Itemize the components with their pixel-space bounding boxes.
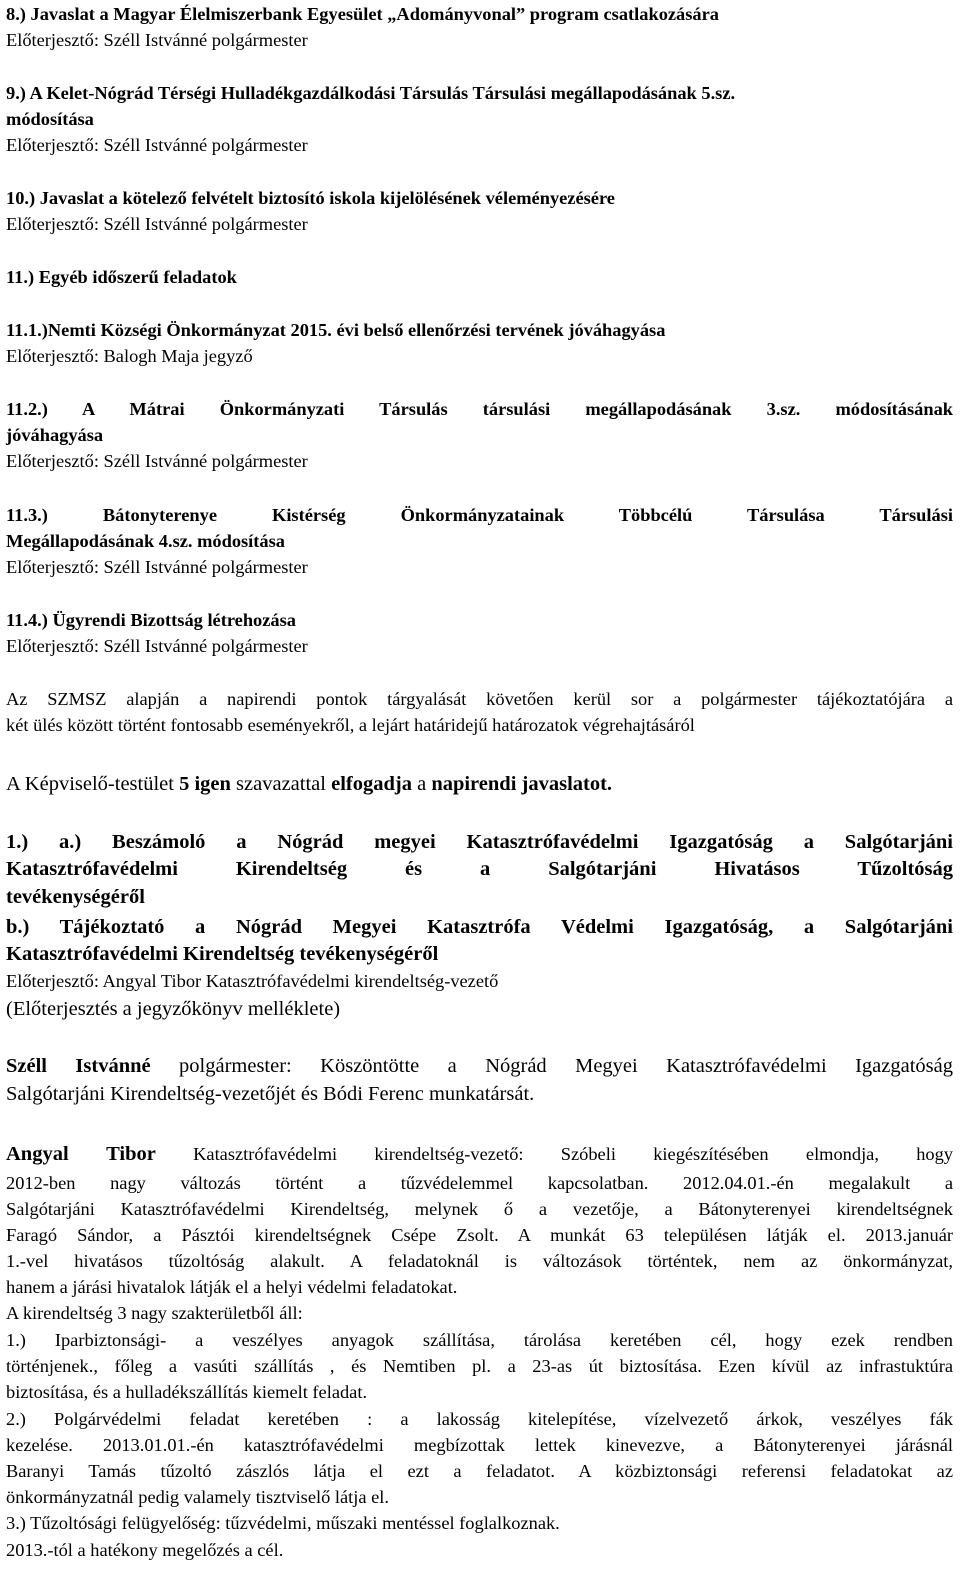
angyal-line: 2.) Polgárvédelmi feladat keretében : a lakosság kitelepítése, vízelvezető árkok, veszélyes fák bbox=[6, 1409, 953, 1429]
angyal-line: A kirendeltség 3 nagy szakterületből áll: bbox=[6, 1303, 303, 1323]
item-10-title: 10.) Javaslat a kötelező felvételt biztosító iskola kijelölésének véleményezésére bbox=[6, 188, 615, 208]
item-8-presenter: Előterjesztő: Széll Istvánné polgármester bbox=[6, 30, 308, 50]
angyal-line: 2013.-tól a hatékony megelőzés a cél. bbox=[6, 1540, 284, 1560]
angyal-line: biztosítása, és a hulladékszállítás kiemelt feladat. bbox=[6, 1382, 368, 1402]
item-11-3-presenter: Előterjesztő: Széll Istvánné polgármester bbox=[6, 557, 308, 577]
mayor-paragraph-line2: Salgótarjáni Kirendeltség-vezetőjét és Bódi Ferenc munkatársát. bbox=[6, 1083, 535, 1105]
angyal-line1-text: Katasztrófavédelmi kirendeltség-vezető: Szóbeli kiegészítésében elmondja, hogy bbox=[155, 1144, 953, 1164]
item-11-2-title-line1: 11.2.) A Mátrai Önkormányzati Társulás társulási megállapodásának 3.sz. módosításának bbox=[6, 399, 953, 419]
vote-text-1: A Képviselő-testület bbox=[6, 773, 180, 795]
angyal-line: 3.) Tűzoltósági felügyelőség: tűzvédelmi, műszaki mentéssel foglalkoznak. bbox=[6, 1513, 560, 1533]
item-11-2-title-line2: jóváhagyása bbox=[6, 425, 104, 445]
item-8-title: 8.) Javaslat a Magyar Élelmiszerbank Egyesület „Adományvonal” program csatlakozására bbox=[6, 4, 719, 24]
angyal-line: 2012-ben nagy változás történt a tűzvédelemmel kapcsolatban. 2012.04.01.-én megalakult a bbox=[6, 1173, 953, 1193]
angyal-line: Faragó Sándor, a Pásztói kirendeltségnek Csépe Zsolt. A munkát 63 településen látják el. 2013.január bbox=[6, 1225, 953, 1245]
angyal-line: Baranyi Tamás tűzoltó zászlós látja el ezt a feladatot. A közbiztonsági referensi feladatokat az bbox=[6, 1461, 953, 1481]
angyal-paragraph-line1 bbox=[6, 1143, 953, 1165]
angyal-line: kezelése. 2013.01.01.-én katasztrófavédelmi megbízottak lettek kinevezve, a Bátonyterenyei járásnál bbox=[6, 1435, 953, 1455]
agenda-1a-line1: 1.) a.) Beszámoló a Nógrád megyei Katasztrófavédelmi Igazgatóság a Salgótarjáni bbox=[6, 831, 953, 853]
vote-count: 5 igen bbox=[179, 773, 231, 795]
agenda-1a-line3: tevékenységéről bbox=[6, 886, 145, 908]
item-9-presenter: Előterjesztő: Széll Istvánné polgármester bbox=[6, 135, 308, 155]
szmsz-paragraph-line2: két ülés között történt fontosabb eseményekről, a lejárt határidejű határozatok végrehajtásáról bbox=[6, 715, 695, 735]
mayor-paragraph-line1 bbox=[6, 1053, 953, 1079]
item-9-title-line1: 9.) A Kelet-Nógrád Térségi Hulladékgazdálkodási Társulás Társulási megállapodásának 5.sz. bbox=[6, 83, 736, 103]
item-11-4-presenter: Előterjesztő: Széll Istvánné polgármester bbox=[6, 636, 308, 656]
item-11-3-title-line1: 11.3.) Bátonyterenye Kistérség Önkormányzatainak Többcélú Társulása Társulási bbox=[6, 505, 953, 525]
item-11-3-title-line2: Megállapodásának 4.sz. módosítása bbox=[6, 531, 285, 551]
item-11-1-presenter: Előterjesztő: Balogh Maja jegyző bbox=[6, 346, 253, 366]
item-10-presenter: Előterjesztő: Széll Istvánné polgármester bbox=[6, 214, 308, 234]
vote-statement bbox=[6, 771, 612, 797]
agenda-1a-line2: Katasztrófavédelmi Kirendeltség és a Salgótarjáni Hivatásos Tűzoltóság bbox=[6, 858, 953, 880]
angyal-line: hanem a járási hivatalok látják el a helyi védelmi feladatokat. bbox=[6, 1277, 458, 1297]
mayor-name: Széll Istvánné bbox=[6, 1055, 151, 1077]
vote-subject: napirendi javaslatot. bbox=[431, 773, 613, 795]
angyal-line: történjenek., főleg a vasúti szállítás , és Nemtiben pl. a 23-as út biztosítása. Ezen kívül az infrastuktúra bbox=[6, 1356, 953, 1376]
agenda-1-presenter: Előterjesztő: Angyal Tibor Katasztrófavédelmi kirendeltség-vezető bbox=[6, 971, 499, 991]
agenda-1b-line1: b.) Tájékoztató a Nógrád Megyei Katasztrófa Védelmi Igazgatóság, a Salgótarjáni bbox=[6, 916, 953, 938]
angyal-line: önkormányzatnál pedig valamely tisztviselő látja el. bbox=[6, 1487, 390, 1507]
angyal-line: 1.) Iparbiztonsági- a veszélyes anyagok szállítása, tárolása keretében cél, hogy ezek rendben bbox=[6, 1330, 953, 1350]
szmsz-paragraph-line1: Az SZMSZ alapján a napirendi pontok tárgyalását követően kerül sor a polgármester tájékoztatójára a bbox=[6, 689, 953, 709]
vote-text-3: a bbox=[411, 773, 432, 795]
vote-result: elfogadja bbox=[331, 773, 412, 795]
item-11-title: 11.) Egyéb időszerű feladatok bbox=[6, 267, 237, 287]
item-11-1-title: 11.1.)Nemti Községi Önkormányzat 2015. évi belső ellenőrzési tervének jóváhagyása bbox=[6, 320, 666, 340]
angyal-line: 1.-vel hivatásos tűzoltóság alakult. A feladatoknál is változások történtek, nem az önkormányzat, bbox=[6, 1251, 953, 1271]
angyal-line: Salgótarjáni Katasztrófavédelmi Kirendeltség, melynek ő a vezetője, a Bátonyterenyei kirendeltségnek bbox=[6, 1199, 953, 1219]
agenda-1b-line2: Katasztrófavédelmi Kirendeltség tevékenységéről bbox=[6, 943, 439, 965]
agenda-1-annex-note: (Előterjesztés a jegyzőkönyv melléklete) bbox=[6, 998, 341, 1020]
item-9-title-line2: módosítása bbox=[6, 109, 94, 129]
mayor-line1-text: polgármester: Köszöntötte a Nógrád Megyei Katasztrófavédelmi Igazgatóság bbox=[150, 1055, 953, 1077]
angyal-name: Angyal Tibor bbox=[6, 1143, 156, 1165]
item-11-4-title: 11.4.) Ügyrendi Bizottság létrehozása bbox=[6, 610, 296, 630]
vote-text-2: szavazattal bbox=[230, 773, 332, 795]
item-11-2-presenter: Előterjesztő: Széll Istvánné polgármester bbox=[6, 451, 308, 471]
